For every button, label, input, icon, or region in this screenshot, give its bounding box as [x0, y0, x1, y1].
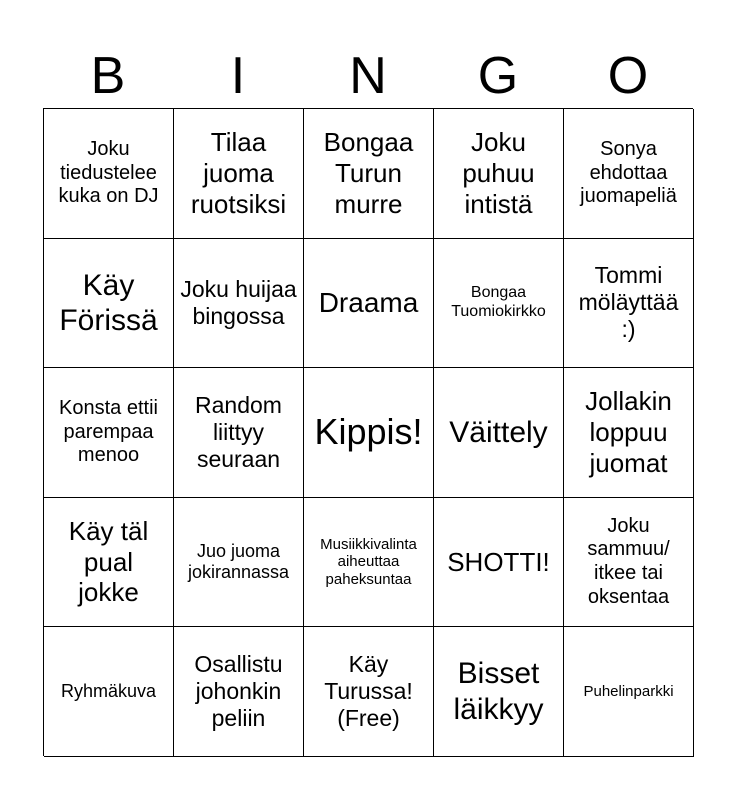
header-letter-o: O: [607, 47, 649, 105]
bingo-cell[interactable]: Bongaa Turun murre: [304, 109, 434, 239]
bingo-header: [43, 44, 693, 108]
header-letter-n: N: [349, 47, 387, 105]
bingo-cell[interactable]: Väittely: [434, 368, 564, 498]
bingo-cell[interactable]: Bisset läikkyy: [434, 627, 564, 757]
header-letter-g: G: [477, 47, 519, 105]
bingo-cell[interactable]: Jollakin loppuu juomat: [564, 368, 694, 498]
bingo-cell[interactable]: Osallistu johonkin peliin: [174, 627, 304, 757]
bingo-cell[interactable]: Kippis!: [304, 368, 434, 498]
bingo-cell[interactable]: SHOTTI!: [434, 498, 564, 628]
bingo-cell[interactable]: Käy Turussa! (Free): [304, 627, 434, 757]
bingo-cell[interactable]: Joku sammuu/ itkee tai oksentaa: [564, 498, 694, 628]
bingo-cell[interactable]: Sonya ehdottaa juomapeliä: [564, 109, 694, 239]
bingo-cell[interactable]: Draama: [304, 239, 434, 369]
bingo-cell[interactable]: Käy Förissä: [44, 239, 174, 369]
bingo-cell[interactable]: Tommi möläyttää :): [564, 239, 694, 369]
header-letter-i: I: [230, 47, 246, 105]
bingo-cell[interactable]: Tilaa juoma ruotsiksi: [174, 109, 304, 239]
bingo-cell[interactable]: Konsta ettii parempaa menoo: [44, 368, 174, 498]
header-letter-b: B: [90, 47, 126, 105]
bingo-cell[interactable]: Juo juoma jokirannassa: [174, 498, 304, 628]
bingo-cell[interactable]: Joku puhuu intistä: [434, 109, 564, 239]
bingo-cell[interactable]: Ryhmäkuva: [44, 627, 174, 757]
bingo-board: [43, 108, 693, 756]
bingo-cell[interactable]: Musiikkivalinta aiheuttaa paheksuntaa: [304, 498, 434, 628]
bingo-cell[interactable]: Käy täl pual jokke: [44, 498, 174, 628]
bingo-cell[interactable]: Puhelinparkki: [564, 627, 694, 757]
bingo-cell[interactable]: Bongaa Tuomiokirkko: [434, 239, 564, 369]
bingo-cell[interactable]: Joku huijaa bingossa: [174, 239, 304, 369]
bingo-cell[interactable]: Random liittyy seuraan: [174, 368, 304, 498]
bingo-cell[interactable]: Joku tiedustelee kuka on DJ: [44, 109, 174, 239]
